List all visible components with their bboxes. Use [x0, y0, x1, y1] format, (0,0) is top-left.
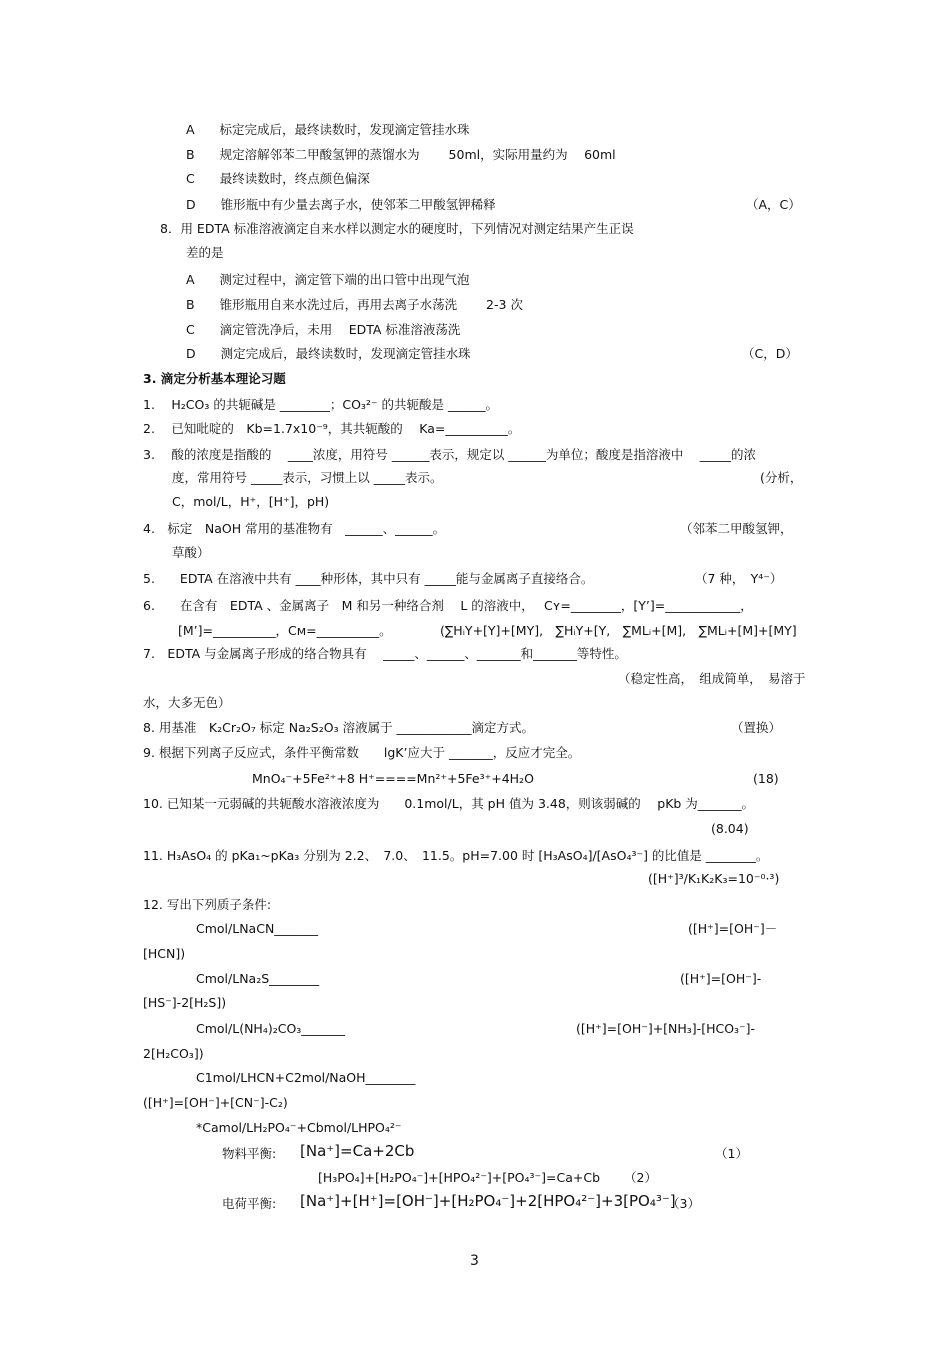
answer-11: ([H⁺]³/K₁K₂K₃=10⁻⁰·³)	[648, 871, 780, 886]
case-phosphate: *Camol/LH₂PO₄⁻+Cbmol/LHPO₄²⁻	[196, 1120, 402, 1135]
option-c: C 最终读数时，终点颜色偏深	[186, 171, 370, 186]
option-a: A 测定过程中，滴定管下端的出口管中出现气泡	[186, 272, 470, 287]
problem-8: 8. 用基准 K₂Cr₂O₇ 标定 Na₂S₂O₃ 溶液属于 ____________滴定方式。	[143, 720, 535, 735]
problem-5: 5. EDTA 在溶液中共有 ____种形体，其中只有 _____能与金属离子直接络合。	[143, 571, 594, 586]
problem-1: 1. H₂CO₃ 的共轭碱是 ________；CO₃²⁻ 的共轭酸是 ______。	[143, 397, 498, 412]
answer-7: （稳定性高， 组成简单， 易溶于	[618, 671, 806, 686]
option-d: D 测定完成后，最终读数时，发现滴定管挂水珠	[186, 346, 471, 361]
option-c: C 滴定管洗净后，未用 EDTA 标准溶液荡洗	[186, 322, 461, 337]
answer-9: (18)	[753, 771, 779, 786]
answer-10: (8.04)	[711, 821, 749, 836]
mass-balance-label: 物料平衡:	[222, 1146, 277, 1161]
answer-4: （邻苯二甲酸氢钾，	[680, 521, 793, 536]
answer-nh42co3: ([H⁺]=[OH⁻]+[NH₃]-[HCO₃⁻]-	[576, 1021, 756, 1036]
problem-6: 6. 在含有 EDTA 、金属离子 M 和另一种络合剂 L 的溶液中， Cʏ=________，[Y’]=____________，	[143, 598, 753, 613]
option-b: B 规定溶解邻苯二甲酸氢钾的蒸馏水为 50ml，实际用量约为 60ml	[186, 147, 616, 162]
answer-5: （7 种， Y⁴⁻）	[695, 571, 783, 586]
problem-10: 10. 已知某一元弱碱的共轭酸水溶液浓度为 0.1mol/L，其 pH 值为 3.48，则该弱碱的 pKb 为_______。	[143, 796, 755, 811]
option-a: A 标定完成后，最终读数时，发现滴定管挂水珠	[186, 122, 470, 137]
case-nh42co3: Cmol/L(NH₄)₂CO₃_______	[196, 1021, 346, 1036]
option-b: B 锥形瓶用自来水洗过后，再用去离子水荡洗 2-3 次	[186, 297, 523, 312]
answer-3: (分析，	[760, 470, 803, 485]
question-8: 8．用 EDTA 标准溶液滴定自来水样以测定水的硬度时，下列情况对测定结果产生正误	[160, 221, 634, 236]
problem-11: 11. H₃AsO₄ 的 pKa₁~pKa₃ 分别为 2.2、 7.0、 11.5。pH=7.00 时 [H₃AsO₄]/[AsO₄³⁻] 的比值是 ________。	[143, 848, 769, 863]
reaction-equation: MnO₄⁻+5Fe²⁺+8 H⁺====Mn²⁺+5Fe³⁺+4H₂O	[252, 771, 534, 786]
charge-balance-label: 电荷平衡:	[222, 1196, 277, 1211]
answer-nacn-cont: [HCN])	[143, 946, 186, 961]
mass-balance-eq1: [Na⁺]=Ca+2Cb	[300, 1142, 415, 1160]
problem-7: 7. EDTA 与金属离子形成的络合物具有 _____、______、_______和_______等特性。	[143, 646, 627, 661]
option-d: D 锥形瓶中有少量去离子水，使邻苯二甲酸氢钾稀释	[186, 197, 496, 212]
answer-4-cont: 草酸）	[172, 545, 210, 560]
answer-7-cont: 水，大多无色）	[143, 695, 231, 710]
case-nacn: Cmol/LNaCN_______	[196, 921, 319, 936]
problem-3: 3. 酸的浓度是指酸的 ____浓度，用符号 ______表示，规定以 ______为单位；酸度是指溶液中 _____的浓	[143, 447, 757, 462]
answer-nh42co3-cont: 2[H₂CO₃])	[143, 1046, 204, 1061]
answer-7: （A，C）	[746, 197, 801, 212]
answer-6: (∑HᵢY+[Y]+[MY], ∑HᵢY+[Y, ∑MLᵢ+[M], ∑MLᵢ+[M]+[MY]	[440, 623, 797, 638]
answer-8: （C，D）	[742, 346, 798, 361]
question-8-cont: 差的是	[186, 245, 224, 260]
problem-6-cont: [M’]=__________，Cᴍ=__________。	[178, 623, 392, 638]
problem-4: 4. 标定 NaOH 常用的基准物有 ______、______。	[143, 521, 446, 536]
problem-9: 9. 根据下列离子反应式，条件平衡常数 lgK’应大于 _______，反应才完全。	[143, 745, 581, 760]
charge-balance-eq: [Na⁺]+[H⁺]=[OH⁻]+[H₂PO₄⁻]+2[HPO₄²⁻]+3[PO₄³⁻]	[300, 1192, 676, 1210]
section-heading: 3. 滴定分析基本理论习题	[143, 371, 286, 386]
problem-12: 12. 写出下列质子条件:	[143, 897, 272, 912]
answer-na2s: ([H⁺]=[OH⁻]-	[680, 971, 762, 986]
answer-na2s-cont: [HS⁻]-2[H₂S])	[143, 995, 227, 1010]
eq-number-2: （2）	[624, 1170, 657, 1185]
case-hcn-naoh: C1mol/LHCN+C2mol/NaOH________	[196, 1070, 416, 1085]
case-na2s: Cmol/LNa₂S________	[196, 971, 320, 986]
eq-number-3: （3）	[667, 1196, 700, 1211]
answer-hcn-naoh: ([H⁺]=[OH⁻]+[CN⁻]-C₂)	[143, 1095, 288, 1110]
problem-2: 2. 已知吡啶的 Kb=1.7x10⁻⁹，其共轭酸的 Ka=__________。	[143, 421, 521, 436]
answer-8: （置换）	[731, 720, 782, 735]
problem-3-cont: 度，常用符号 _____表示，习惯上以 _____表示。	[172, 470, 443, 485]
mass-balance-eq2: [H₃PO₄]+[H₂PO₄⁻]+[HPO₄²⁻]+[PO₄³⁻]=Ca+Cb	[318, 1170, 601, 1185]
page-number: 3	[470, 1253, 479, 1269]
answer-nacn: ([H⁺]=[OH⁻]－	[688, 921, 778, 936]
answer-3-cont: C，mol/L，H⁺，[H⁺]，pH)	[172, 494, 330, 509]
eq-number-1: （1）	[715, 1146, 748, 1161]
